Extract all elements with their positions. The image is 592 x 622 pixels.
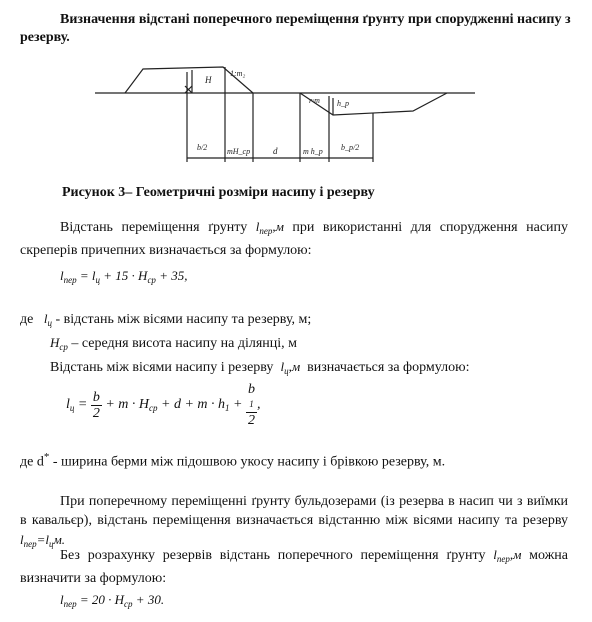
p1-text: Відстань переміщення ґрунту	[60, 220, 248, 235]
label-rm: r·m	[309, 96, 320, 105]
formula-1: $l_{пер} = l_ц + 15 \cdot H_{ср} + 35$,	[60, 268, 188, 285]
p3-de: де d	[20, 454, 44, 470]
paragraph-1	[20, 217, 568, 260]
p1-var: l	[255, 219, 260, 234]
p2-rest: визначається за формулою:	[307, 360, 470, 375]
p1-unit: ,м	[272, 219, 284, 234]
paragraph-4: При поперечному переміщенні ґрунту бульдозерами (із резерва в насип чи з виїмки в кавальєр), відстань переміщення визначається відстанню між вісями насипу та резерву $l_{пер}=l_цм$.	[20, 494, 568, 549]
p1-rest: при використанні для спорудження насипу скреперів причепних визначається за формулою:	[20, 220, 569, 258]
label-hr: h_p	[337, 99, 349, 108]
label-slope: 1:m₂	[230, 69, 246, 78]
def-de: де	[20, 312, 34, 327]
paragraph-5: Без розрахунку резервів відстань поперечного переміщення ґрунту $l_{пер},м$ можна визначити за формулою:	[20, 547, 569, 586]
p4-text: При поперечному переміщенні ґрунту бульдозерами (із резерва в насип чи з виїмки в кавальєр), відстань переміщення визначається відстанню між вісями насипу та резерву	[20, 494, 568, 528]
paragraph-3	[20, 448, 568, 472]
definition-block: де $l_ц$ - відстань між вісями насипу та резерву, м; $H_{ср}$ – середня висота насипу на ділянці, м Відстань між вісями насипу і резерву $l_ц,м$ визначається за формулою:	[20, 311, 470, 376]
dim-br2: b_p/2	[341, 143, 360, 152]
p3-sup: *	[43, 451, 50, 463]
embankment-reserve-diagram	[95, 62, 475, 164]
p1-sub: пер	[259, 226, 273, 236]
dim-d: d	[273, 146, 278, 156]
formula-3: $l_{пер} = 20 \cdot H_{ср} + 30$.	[60, 592, 165, 609]
p2-text: Відстань між вісями насипу і резерву	[50, 360, 274, 375]
figure-caption: Рисунок 3– Геометричні розміри насипу і резерву	[62, 185, 375, 200]
formula-2: $l_ц$ = $\frac{b}{2}$ + $m \cdot H_{ср} + d + m \cdot h_1$ + b 1 2 ,	[66, 382, 261, 428]
reserve-outline	[300, 93, 447, 115]
label-H: H	[205, 75, 212, 85]
document-heading: Визначення відстані поперечного переміщення ґрунту при спорудженні насипу з резерву.	[20, 12, 571, 45]
p3-text: - ширина берми між підошвою укосу насипу і брівкою резерву, м.	[49, 454, 446, 470]
dim-mhp: m h_p	[303, 147, 323, 156]
def1-text: - відстань між вісями насипу та резерву, м;	[51, 312, 312, 327]
p5-text: Без розрахунку резервів відстань поперечного переміщення ґрунту	[60, 548, 486, 563]
p5-rest: можна визначити за формулою:	[20, 548, 569, 586]
def2-text: – середня висота насипу на ділянці, м	[67, 336, 297, 351]
dim-b2: b/2	[197, 143, 208, 152]
dim-mHcp: mH_cp	[227, 147, 251, 156]
